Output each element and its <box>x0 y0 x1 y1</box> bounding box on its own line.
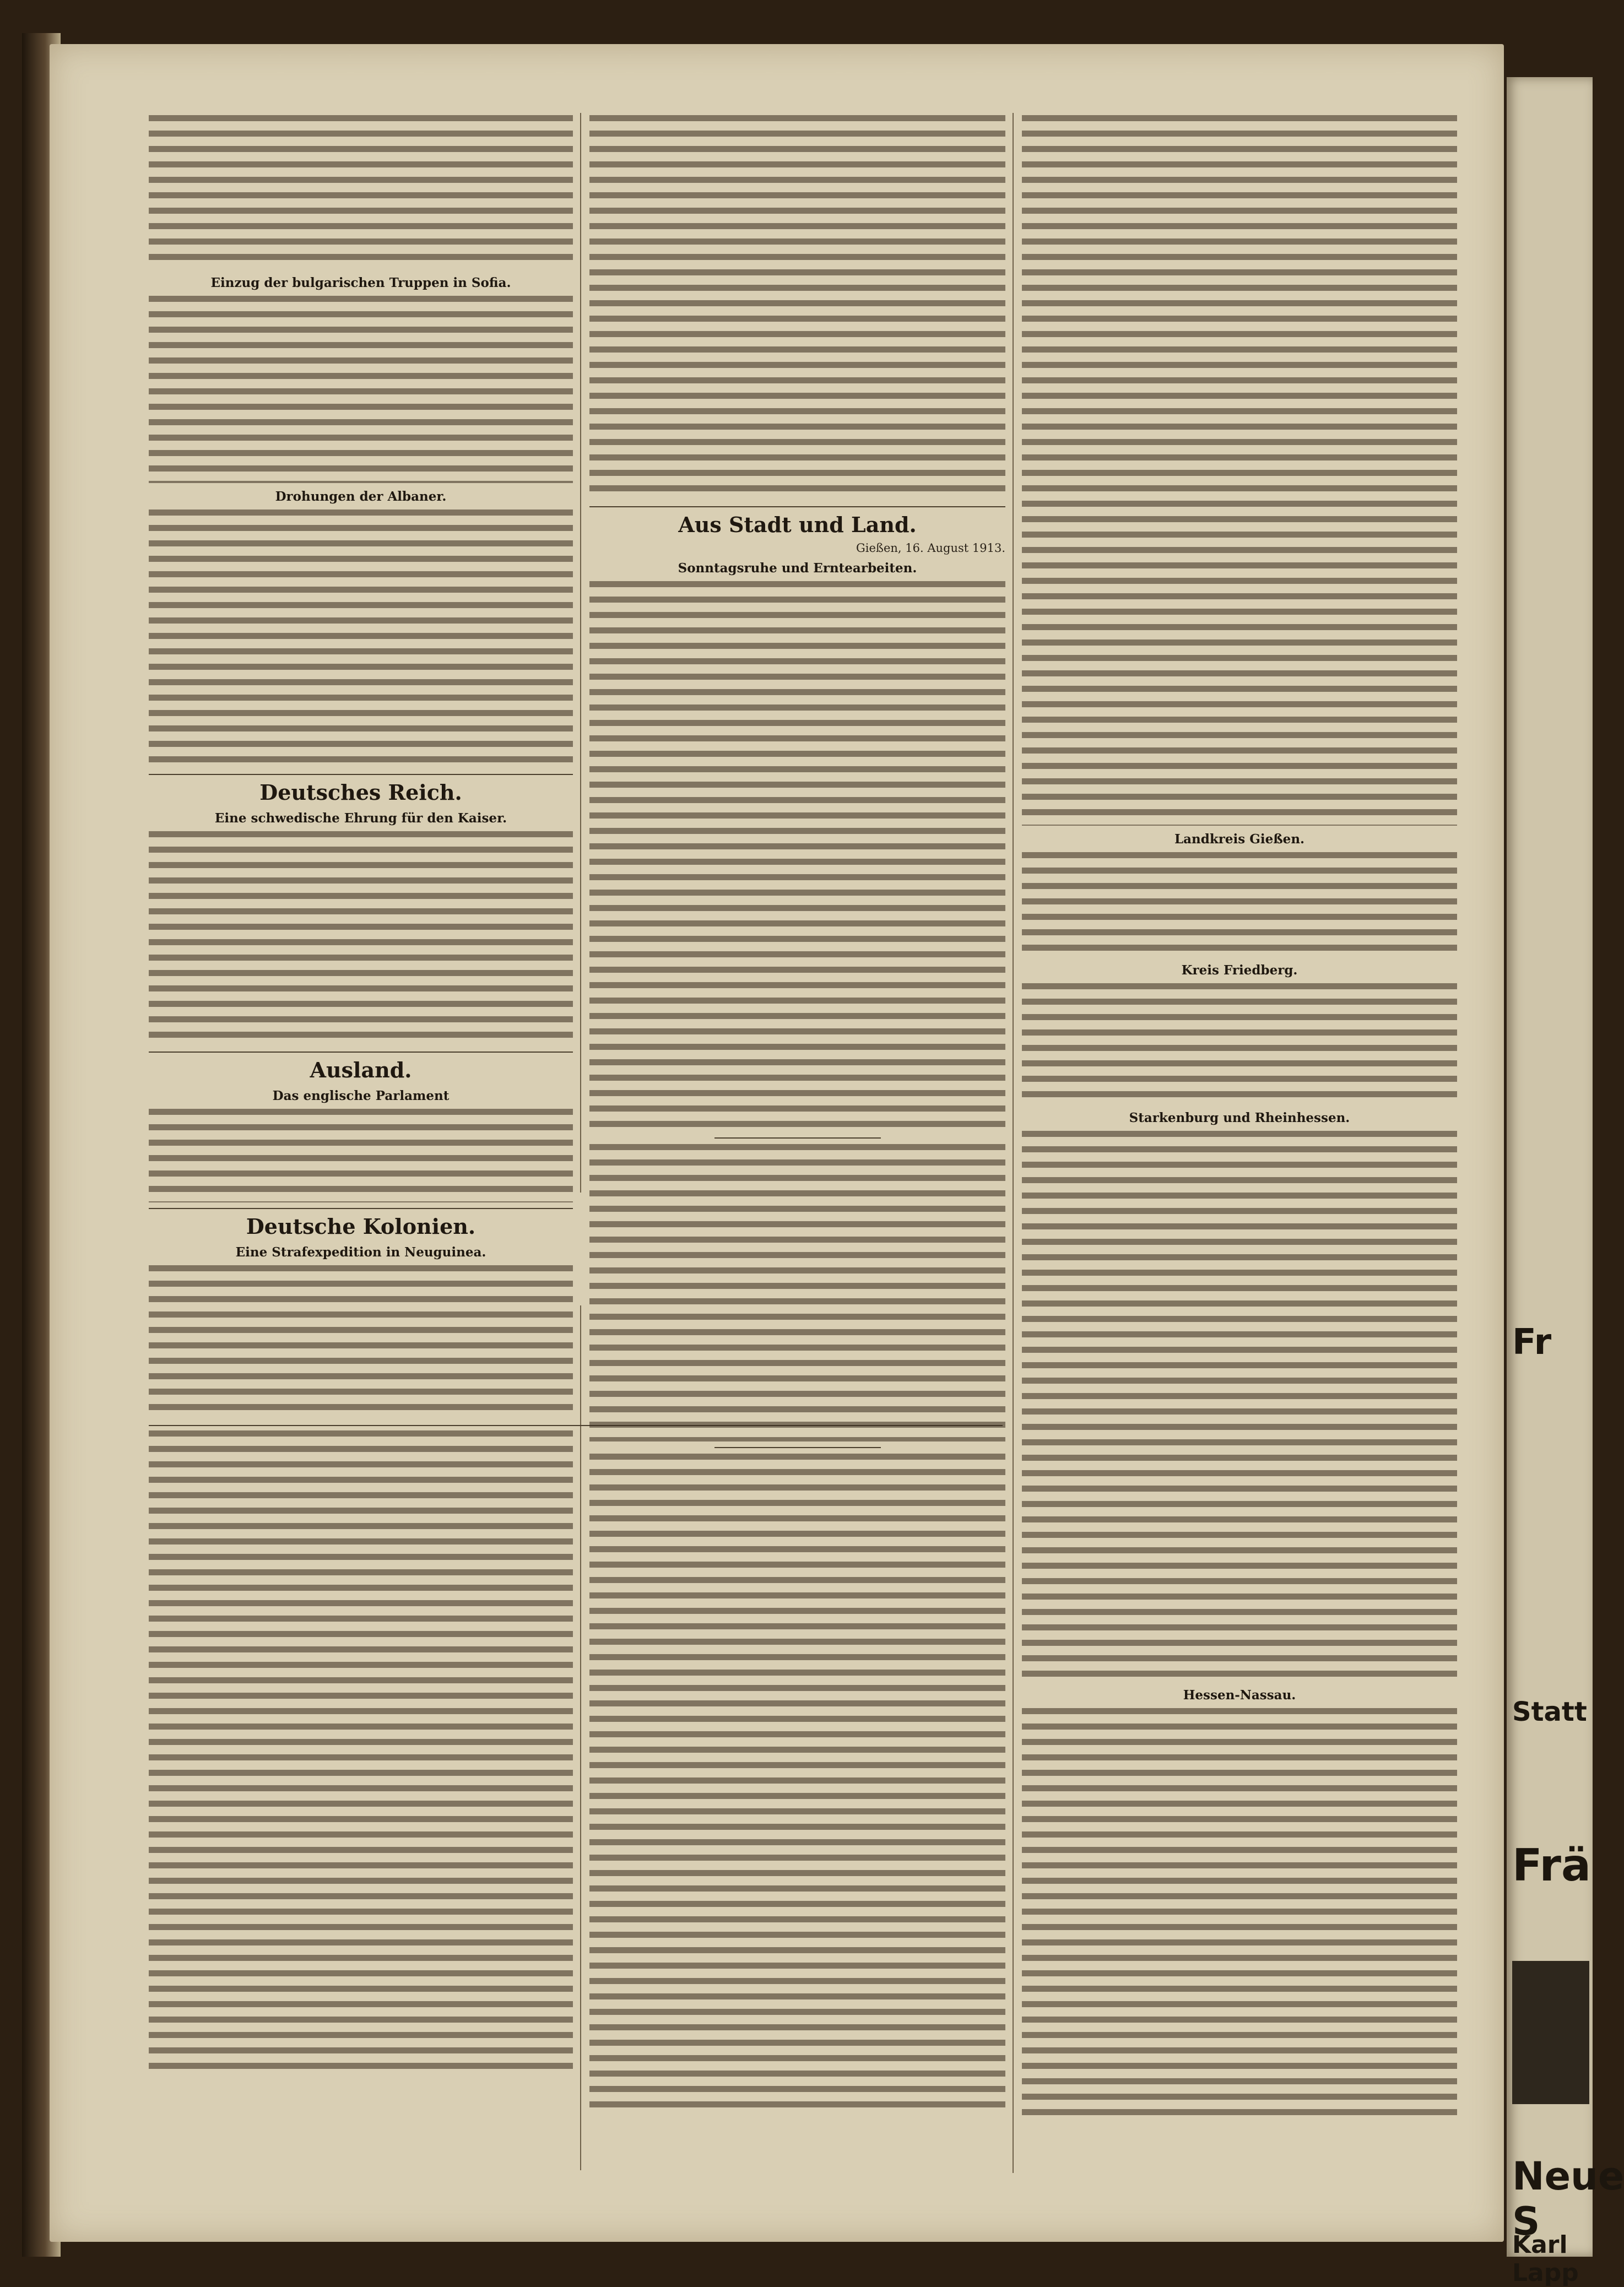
article-text <box>1022 115 1457 826</box>
article-heading: Drohungen der Albaner. <box>275 489 447 504</box>
article-text <box>149 1265 573 1419</box>
article-text <box>589 1454 1005 2115</box>
article-heading: Hessen-Nassau. <box>1183 1688 1296 1703</box>
article-text <box>149 296 573 483</box>
article-text <box>589 1144 1005 1441</box>
article-heading: Einzug der bulgarischen Truppen in Sofia. <box>210 275 511 290</box>
article-text <box>589 581 1005 1132</box>
section-heading: Aus Stadt und Land. <box>678 512 917 537</box>
column-middle <box>589 113 1005 2120</box>
neighbour-dark-block <box>1512 1961 1589 2104</box>
article-heading: Landkreis Gießen. <box>1174 832 1305 847</box>
section-rule <box>714 1447 881 1448</box>
article-heading: Eine schwedische Ehrung für den Kaiser. <box>214 811 507 826</box>
article-heading: Kreis Friedberg. <box>1181 963 1298 978</box>
section-rule <box>714 1137 881 1139</box>
column-right <box>1022 113 1457 2121</box>
dateline: Gießen, 16. August 1913. <box>856 541 1005 555</box>
neighbour-fragment: Fr <box>1512 1322 1552 1363</box>
article-text <box>149 1109 573 1202</box>
neighbour-fragment: Statt <box>1512 1697 1587 1727</box>
article-text <box>149 510 573 768</box>
column-rule <box>580 1305 581 2170</box>
article-text <box>1022 1708 1457 2116</box>
column-rule <box>1013 113 1014 2173</box>
article-text <box>1022 983 1457 1104</box>
column-left <box>149 113 573 2075</box>
neighbour-page <box>1507 77 1624 2287</box>
section-rule <box>149 1208 573 1209</box>
neighbour-fragment: Karl Lapp <box>1512 2231 1579 2287</box>
section-heading: Ausland. <box>310 1058 412 1082</box>
article-heading: Starkenburg und Rheinhessen. <box>1129 1110 1350 1125</box>
neighbour-fragment: Neue S <box>1512 2154 1624 2244</box>
section-heading: Deutsche Kolonien. <box>246 1214 476 1239</box>
article-text <box>149 115 573 269</box>
section-rule <box>149 1052 573 1053</box>
article-text <box>589 115 1005 501</box>
article-text <box>149 831 573 1046</box>
neighbour-fragment: Frä <box>1512 1840 1591 1891</box>
article-text <box>149 1430 573 2069</box>
article-text <box>1022 1131 1457 1682</box>
article-text <box>1022 852 1457 957</box>
article-heading: Das englische Parlament <box>272 1088 450 1103</box>
article-heading: Eine Strafexpedition in Neuguinea. <box>235 1245 486 1260</box>
neighbour-rule <box>1512 1234 1589 1239</box>
article-heading: Sonntagsruhe und Erntearbeiten. <box>678 561 917 576</box>
section-rule <box>589 506 1005 507</box>
column-rule <box>580 113 581 1193</box>
section-heading: Deutsches Reich. <box>259 780 462 805</box>
section-rule <box>149 774 573 775</box>
